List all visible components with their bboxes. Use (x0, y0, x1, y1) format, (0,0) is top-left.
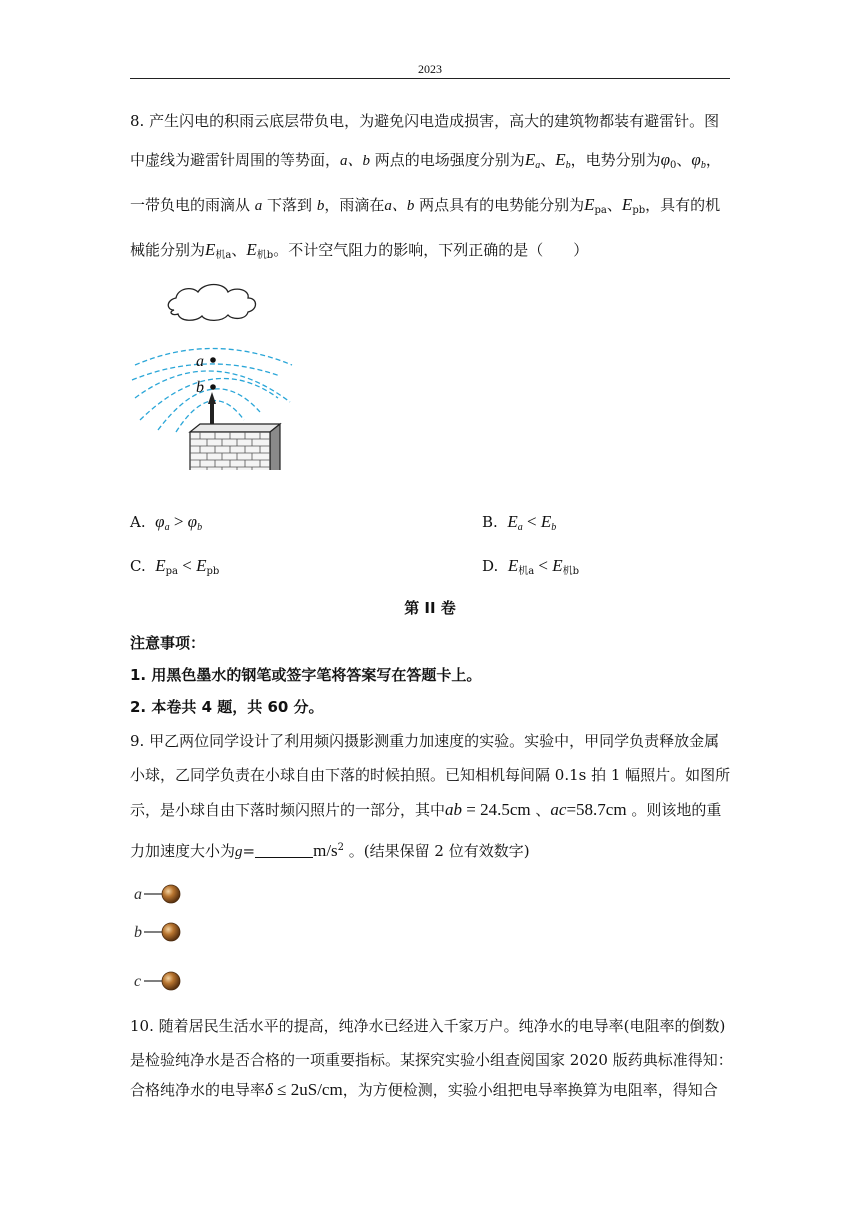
q9-line4: 力加速度大小为$g= m/s^2$ 。(结果保留 2 位有效数字) (130, 841, 530, 860)
label-b: b (196, 379, 204, 396)
q10-line2: 是检验纯净水是否合格的一项重要指标。某探究实验小组查阅国家 2020 版药典标准得知： (130, 1051, 733, 1069)
ball-a (134, 885, 180, 903)
answer-blank[interactable] (255, 843, 313, 858)
falling-ball-figure (130, 876, 190, 996)
cloud-icon (168, 285, 255, 321)
notice-title: 注意事项： (130, 634, 206, 652)
option-a[interactable]: A. $\varphi_a > \varphi_b$ (130, 512, 203, 533)
q8-line4: 械能分别为$E_{机a}$、$E_{机b}$。不计空气阻力的影响，下列正确的是（ ） (130, 240, 589, 261)
option-d[interactable]: D. $E_{机a} < E_{机b}$ (482, 556, 580, 577)
notice-1: 1. 用黑色墨水的钢笔或签字笔将答案写在答题卡上。 (130, 666, 482, 684)
q8-line1: 8. 产生闪电的积雨云底层带负电，为避免闪电造成损害，高大的建筑物都装有避雷针。图 (130, 112, 720, 130)
notice-2: 2. 本卷共 4 题，共 60 分。 (130, 698, 324, 716)
ball-b (134, 923, 180, 941)
svg-text:b: b (134, 924, 142, 941)
point-b (210, 384, 216, 390)
building-icon (190, 424, 280, 470)
label-a: a (196, 353, 204, 370)
q9-line1: 9. 甲乙两位同学设计了利用频闪摄影测重力加速度的实验。实验中，甲同学负责释放金属 (130, 732, 720, 750)
q9-line3: 示，是小球自由下落时频闪照片的一部分，其中ab = 24.5cm 、ac=58.7cm 。则该地的重 (130, 800, 722, 819)
q10-line1: 10. 随着居民生活水平的提高，纯净水已经进入千家万户。纯净水的电导率(电阻率的倒数) (130, 1017, 726, 1035)
lightning-rod-icon (208, 392, 216, 428)
header-rule (130, 78, 730, 79)
q8-line3: 一带负电的雨滴从 a 下落到 b，雨滴在a、b 两点具有的电势能分别为$E_{pa}$、$E_{pb}$，具有的机 (130, 195, 721, 216)
section-title: 第 II 卷 (404, 599, 456, 617)
ball-c (134, 972, 180, 990)
q9-line2: 小球，乙同学负责在小球自由下落的时候拍照。已知相机每间隔 0.1s 拍 1 幅照片。如图所 (130, 766, 731, 784)
page-header-year: 2023 (418, 62, 442, 76)
lightning-rod-figure (130, 280, 310, 470)
option-b[interactable]: B. $E_a < E_b$ (482, 512, 557, 533)
point-a (210, 357, 216, 363)
option-c[interactable]: C. $E_{pa} < E_{pb}$ (130, 556, 220, 577)
svg-text:a: a (134, 886, 142, 903)
q10-line3: 合格纯净水的电导率δ ≤ 2uS/cm，为方便检测，实验小组把电导率换算为电阻率，得知合 (130, 1080, 718, 1099)
q8-line2: 中虚线为避雷针周围的等势面，a、b 两点的电场强度分别为$E_a$、$E_b$，电势分别为$\varphi_0$、$\varphi_b$， (130, 150, 721, 171)
svg-text:c: c (134, 973, 142, 990)
